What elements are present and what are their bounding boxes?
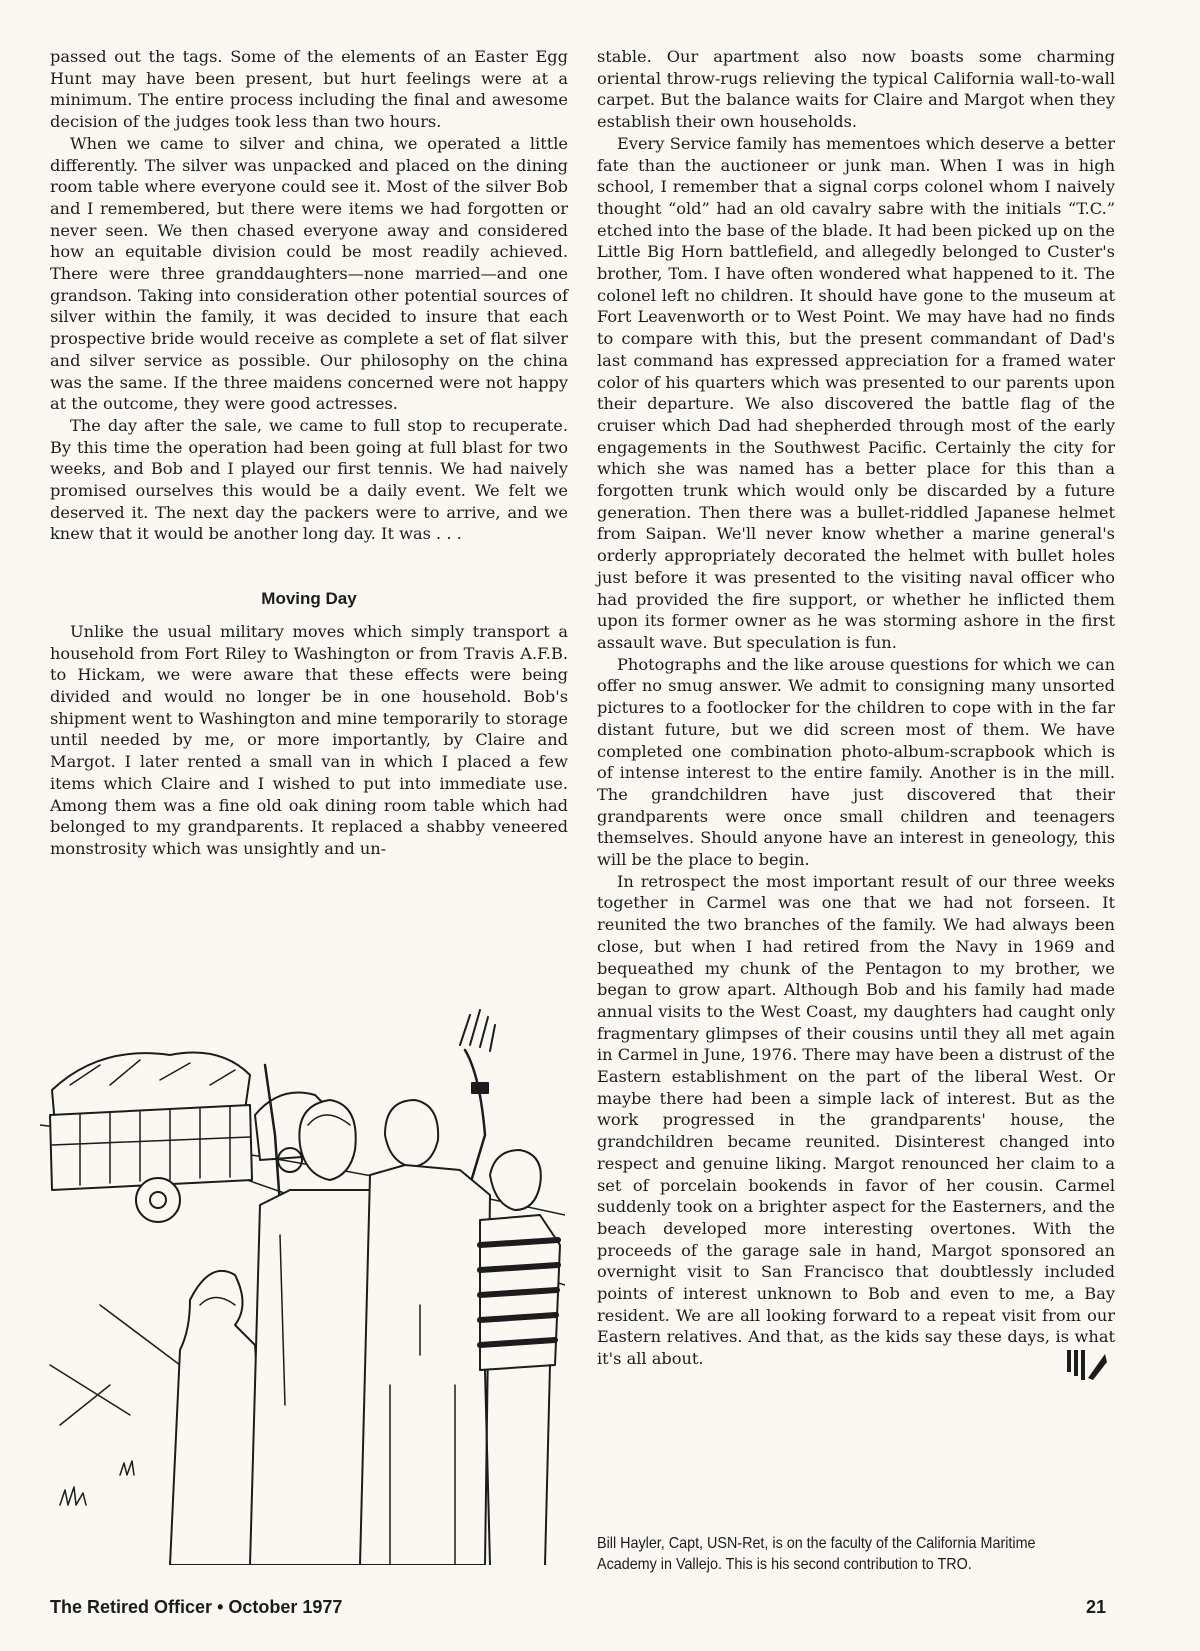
end-of-article-icon: [1065, 1348, 1109, 1382]
publication-name: The Retired Officer: [50, 1597, 213, 1617]
author-bio: Bill Hayler, Capt, USN-Ret, is on the faculty of the California Maritime Academy in Vallejo. This is his second contribution to TRO.: [597, 1535, 1036, 1573]
body-paragraph: stable. Our apartment also now boasts some charming oriental throw-rugs relieving the typical California wall-to-wall carpet. But the balance waits for Claire and Margot when they establish their own households.: [597, 47, 1115, 132]
body-paragraph: When we came to silver and china, we operated a little differently. The silver was unpacked and placed on the dining room table where everyone could see it. Most of the silver Bob and I remembered, but there were items we had forgotten or never seen. We then chased everyone away and considered how an equitable division could be most readily achieved. There were three granddaughters—none married—and one grandson. Taking into consideration other potential sources of silver within the family, it was decided to insure that each prospective bride would receive as complete a set of flat silver and silver service as possible. Our philosophy on the china was the same. If the three maidens concerned were not happy at the outcome, they were good actresses.: [50, 133, 568, 414]
page-number: 21: [1086, 1597, 1107, 1617]
issue-date: October 1977: [228, 1597, 343, 1617]
body-paragraph: Every Service family has mementoes which deserve a better fate than the auctioneer or junk man. When I was in high school, I remember that a signal corps colonel whom I naively thought “old” had an old cavalry sabre with the initials “T.C.” etched into the base of the blade. It had been picked up on the Little Big Horn battlefield, and allegedly belonged to Custer's brother, Tom. I have often wondered what happened to it. The colonel left no children. It should have gone to the museum at Fort Leavenworth or to West Point. We may have had no finds to compare with this, but the present commandant of Dad's last command has expressed appreciation for a framed water color of his quarters which was presented to our parents upon their departure. We also discovered the battle flag of the cruiser which Dad had shepherded through most of the early engagements in the Southwest Pacific. Certainly the city for which she was named has a better place for this than a forgotten trunk which would only be discarded by a future generation. Then there was a bullet-riddled Japanese helmet from Saipan. We'll never know whether a marine general's orderly appropriately decorated the helmet with bullet holes just before it was presented to the visiting naval officer who had provided the fire support, or whether he inflicted them upon its former owner as he was storming ashore in the first assault wave. But speculation is fun.: [597, 133, 1115, 652]
section-heading: Moving Day: [261, 589, 357, 609]
body-paragraph: In retrospect the most important result of our three weeks together in Carmel was one that we had not forseen. It reunited the two branches of the family. We had always been close, but when I had retired from the Navy in 1969 and bequeathed my chunk of the Pentagon to my brother, we began to grow apart. Although Bob and his family had made annual visits to the West Coast, my daughters had caught only fragmentary glimpses of their cousins until they all met again in Carmel in June, 1976. There may have been a distrust of the Eastern establishment on the part of the liberal West. Or maybe there had been a simple lack of interest. But as the work progressed in the grandparents' house, the grandchildren became reunited. Disinterest changed into respect and genuine liking. Margot renounced her claim to a set of porcelain bookends in favor of her cousin. Carmel suddenly took on a brighter aspect for the Easterners, and the beach developed more interesting overtones. With the proceeds of the garage sale in hand, Margot sponsored an overnight visit to San Francisco that doubtlessly included points of interest unknown to Bob and even to me, a Bay resident. We are all looking forward to a repeat visit from our Eastern relatives. And that, as the kids say these days, is what it's all about.: [597, 871, 1115, 1369]
family-waving-illustration: [40, 1005, 565, 1565]
footer-separator: •: [217, 1597, 224, 1617]
footer-publication: [50, 1597, 342, 1618]
left-column: [50, 46, 568, 860]
body-paragraph: passed out the tags. Some of the elements of an Easter Egg Hunt may have been present, but hurt feelings were at a minimum. The entire process including the final and awesome decision of the judges took less than two hours.: [50, 47, 568, 132]
body-paragraph: Photographs and the like arouse questions for which we can offer no smug answer. We admit to consigning many unsorted pictures to a footlocker for the children to cope with in the far distant future, but we did screen most of them. We have completed one combination photo-album-scrapbook which is of intense interest to the entire family. Another is in the mill. The grandchildren have just discovered that their grandparents were once small children and teenagers themselves. Should anyone have an interest in geneology, this will be the place to begin.: [597, 654, 1115, 870]
body-paragraph: Unlike the usual military moves which simply transport a household from Fort Riley to Washington or from Travis A.F.B. to Hickam, we were aware that these effects were being divided and would no longer be in one household. Bob's shipment went to Washington and mine temporarily to storage until needed by me, or more importantly, by Claire and Margot. I later rented a small van in which I placed a few items which Claire and I wished to put into immediate use. Among them was a fine old oak dining room table which had belonged to my grandparents. It replaced a shabby veneered monstrosity which was unsightly and un-: [50, 621, 568, 858]
body-paragraph: The day after the sale, we came to full stop to recuperate. By this time the operation had been going at full blast for two weeks, and Bob and I played our first tennis. We had naively promised ourselves this would be a daily event. We felt we deserved it. The next day the packers were to arrive, and we knew that it would be another long day. It was . . .: [50, 415, 568, 544]
right-column: [597, 46, 1115, 1382]
